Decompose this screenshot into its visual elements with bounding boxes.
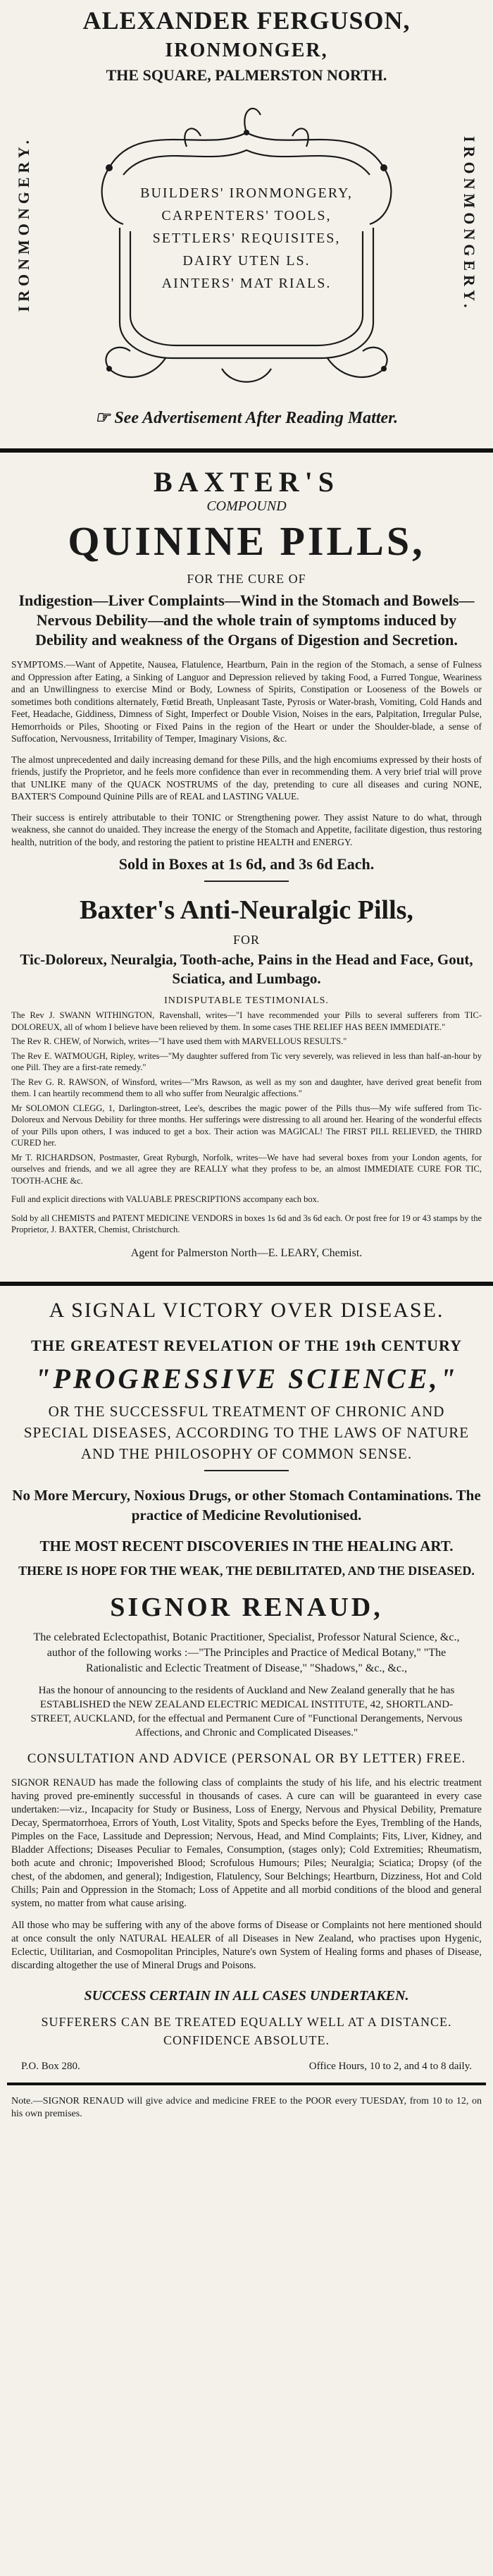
renaud-headline: A SIGNAL VICTORY OVER DISEASE.	[49, 1299, 444, 1322]
ferguson-item: BUILDERS' IRONMONGERY,	[140, 185, 353, 201]
renaud-greatest: THE GREATEST REVELATION OF THE 19th CENTURY	[31, 1337, 462, 1354]
anti-neuralgic-title: Baxter's Anti-Neuralgic Pills,	[80, 895, 413, 925]
testimonial: Mr SOLOMON CLEGG, 1, Darlington-street, Lee's, describes the magic power of the Pills thus—My wife suffered from Tic-Doloreux and Nervous Debility for three months. Her sufferings were distressing to all around her. Hearing of the wonderful effects of your Pills upon others, I was induced to get a box. Their action was MAGICAL! The FIRST PILL RELIEVED, the THIRD CURED her.	[11, 1103, 482, 1148]
baxter-name: BAXTER'S	[153, 466, 340, 498]
baxter-advertisement	[7, 458, 486, 1269]
baxter-directions: Full and explicit directions with VALUABLE PRESCRIPTIONS accompany each box.	[11, 1194, 319, 1204]
renaud-all-those: All those who may be suffering with any of the above forms of Disease or Complaints not here mentioned should at once consult the only NATURAL HEALER of all Diseases in New Zealand, who practises upon Hygenic, Eclectic, Utilitarian, and Cosmopolitan Principles, Nature's own System of Healing forms and phases of Disease, discarding altogether the use of Mineral Drugs and Poisons.	[11, 1920, 482, 1971]
testimonial: The Rev J. SWANN WITHINGTON, Ravenshall, writes—"I have recommended your Pills to several sufferers from TIC-DOLOREUX, all of whom I believe have been relieved by them. In some cases THE RELIEF HAS BEEN IMMEDIATE."	[11, 1010, 482, 1032]
ferguson-name: ALEXANDER FERGUSON,	[82, 6, 411, 35]
renaud-diseases: SIGNOR RENAUD has made the following class of complaints the study of his life, and his electric treatment having proved pre-eminently successful in thousands of cases. A cure can will be guaranteed in every case undertaken:—viz., Incapacity for Study or Business, Loss of Energy, Nervous and Physical Debility, Premature Decay, Spermatorrhoea, Errors of Youth, Lost Vitality, Spots and Specks before the Eyes, Trembling of the Hands, Pimples on the Face, Lassitude and Depression; Nervous, Head, and Mind Complaints; Fits, Liver, Kidney, and Bladder Affections; Diseases Peculiar to Females, Consumption, (stages only); Cold Extremities; Rheumatism, both acute and chronic; Impoverished Blood; Scrofulous Humours; Piles; Neuralgia; Sciatica; Dropsy (of the chest, of the abdomen, and general); Indigestion, Flatulency, Sour Belchings; Heartburn, Dizziness, Hot and Cold Chills; Pain and Oppression in the Stomach; Loss of Appetite and all morbid conditions of the blood and general system, no matter from what cause arising.	[11, 1777, 482, 1909]
ferguson-advertisement	[7, 6, 486, 443]
renaud-consultation: CONSULTATION AND ADVICE (PERSONAL OR BY LETTER) FREE.	[27, 1751, 466, 1766]
baxter-for-cure: FOR THE CURE OF	[187, 572, 306, 586]
divider	[204, 1470, 289, 1471]
renaud-po-box: P.O. Box 280.	[21, 2061, 80, 2072]
baxter-demand: The almost unprecedented and daily increasing demand for these Pills, and the high encomiums expressed by their hosts of friends, justify the Proprietor, and he feels more confidence than ever in recommending them. A very brief trial will prove that UNLIKE many of the QUACK NOSTRUMS of the day, pretending to cure all diseases and curing NONE, BAXTER'S Compound Quinine Pills are of REAL and LASTING VALUE.	[11, 754, 482, 802]
anti-indications: Tic-Doloreux, Neuralgia, Tooth-ache, Pains in the Head and Face, Gout, Sciatica, and Lumbago.	[20, 951, 473, 987]
baxter-sold-by: Sold by all CHEMISTS and PATENT MEDICINE VENDORS in boxes 1s 6d and 3s 6d each. Or post free for 19 or 43 stamps by the Proprietor, J. BAXTER, Chemist, Christchurch.	[11, 1213, 482, 1234]
ferguson-notice: ☞ See Advertisement After Reading Matter.	[94, 409, 399, 427]
baxter-indications: Indigestion—Liver Complaints—Wind in the Stomach and Bowels—Nervous Debility—and the whole train of symptoms induced by Debility and weakness of the Organs of Digestion and Secretion.	[18, 591, 475, 649]
renaud-hours: Office Hours, 10 to 2, and 4 to 8 daily.	[308, 2061, 472, 2072]
ironmongery-side-label-left: IRONMONGERY.	[15, 136, 32, 312]
anti-for: FOR	[232, 933, 260, 947]
renaud-advertisement	[7, 1290, 486, 2573]
ferguson-item: AINTERS' MAT RIALS.	[161, 276, 332, 291]
renaud-recent: THE MOST RECENT DISCOVERIES IN THE HEALING ART.	[39, 1538, 454, 1554]
ferguson-item: CARPENTERS' TOOLS,	[161, 208, 332, 223]
pointing-hand-icon: ☞	[94, 409, 111, 427]
baxter-agent: Agent for Palmerston North—E. LEARY, Chemist.	[130, 1246, 363, 1259]
testimonial: The Rev G. R. RAWSON, of Winsford, writes—"Mrs Rawson, as well as my son and daughter, have derived great benefit from them. I can heartily recommend them to all who suffer from Neuralgic affections."	[11, 1077, 482, 1098]
ferguson-item: DAIRY UTEN LS.	[182, 253, 311, 269]
renaud-progressive: "PROGRESSIVE SCIENCE,"	[35, 1363, 458, 1394]
renaud-note: Note.—SIGNOR RENAUD will give advice and medicine FREE to the POOR every TUESDAY, from 10 to 12, on his own premises.	[11, 2096, 482, 2119]
testimonial: The Rev R. CHEW, of Norwich, writes—"I have used them with MARVELLOUS RESULTS."	[11, 1036, 347, 1046]
renaud-treated: SUFFERERS CAN BE TREATED EQUALLY WELL AT A DISTANCE. CONFIDENCE ABSOLUTE.	[41, 2015, 452, 2047]
divider	[7, 2083, 486, 2085]
ironmongery-side-label-right: IRONMONGERY.	[461, 136, 478, 312]
ornamental-frame	[81, 90, 412, 393]
renaud-name: SIGNOR RENAUD,	[110, 1593, 383, 1622]
testimonial: Mr T. RICHARDSON, Postmaster, Great Ryburgh, Norfolk, writes—We have had several boxes from your London agents, for ourselves and friends, and we all agree they are REALLY what they profess to be, an almost IMMEDIATE CURE FOR TIC, TOOTH-ACHE &c.	[11, 1152, 482, 1186]
renaud-footer	[21, 2061, 472, 2073]
ferguson-item-list	[130, 182, 363, 295]
baxter-product: QUININE PILLS,	[68, 518, 425, 564]
renaud-no-mercury: No More Mercury, Noxious Drugs, or other Stomach Contaminations. The practice of Medicine Revolutionised.	[12, 1487, 481, 1523]
baxter-symptoms: SYMPTOMS.—Want of Appetite, Nausea, Flatulence, Heartburn, Pain in the region of the Stomach, a sense of Fulness and Oppression after Eating, a Sinking of Languor and Depression relieved by taking Food, a Furred Tongue, Weariness and an Unwillingness to exercise Mind or Body, Lowness of Spirits, Constipation or Looseness of the Bowels or sometimes both conditions alternately, Fœtid Breath, Unpleasant Taste, Pyrosis or Water-brash, Vomiting, Cold Hands and Feet, Headache, Giddiness, Dimness of Sight, Imperfect or Double Vision, Noises in the ears, Palpitation, Irregular Pulse, Hemorrhoids or Piles, Shooting or Fixed Pains in the region of the Heart or under the Shoulder-blade, a sense of Suffocation, Nervousness, Irritability of Temper, Imaginary Visions, &c.	[11, 659, 482, 744]
renaud-hope: THERE IS HOPE FOR THE WEAK, THE DEBILITATED, AND THE DISEASED.	[18, 1564, 475, 1578]
ferguson-trade: IRONMONGER,	[165, 39, 328, 61]
renaud-success: SUCCESS CERTAIN IN ALL CASES UNDERTAKEN.	[84, 1988, 409, 2004]
column-rule	[0, 448, 493, 453]
renaud-treatment: OR THE SUCCESSFUL TREATMENT OF CHRONIC AND SPECIAL DISEASES, ACCORDING TO THE LAWS OF NATURE AND THE PHILOSOPHY OF COMMON SENSE.	[23, 1403, 470, 1462]
divider	[204, 881, 289, 882]
baxter-sold: Sold in Boxes at 1s 6d, and 3s 6d Each.	[118, 855, 375, 873]
ferguson-item: SETTLERS' REQUISITES,	[152, 231, 341, 246]
baxter-success: Their success is entirely attributable to their TONIC or Strengthening power. They assist Nature to do what, through weakness, she cannot do unaided. They increase the energy of the Stomach and Appetite, facilitate digestion, thus restoring health, nutrition of the body, and restoring the patient to pristine HEALTH and ENERGY.	[11, 811, 482, 847]
renaud-honour: Has the honour of announcing to the residents of Auckland and New Zealand generally that he has ESTABLISHED the NEW ZEALAND ELECTRIC MEDICAL INSTITUTE, 42, SHORTLAND-STREET, AUCKLAND, for the effectual and Permanent Cure of "Functional Derangements, Nervous Affections, and Chronic and Complicated Diseases."	[30, 1685, 463, 1738]
renaud-intro: The celebrated Eclectopathist, Botanic Practitioner, Specialist, Professor Natural Science, &c., author of the following works :—"The Principles and Practice of Medical Botany," "The Rationalistic and Eclectic Treatment of Disease," "Shadows," &c., &c.,	[33, 1631, 460, 1674]
ferguson-address: THE SQUARE, PALMERSTON NORTH.	[106, 66, 387, 84]
baxter-compound: COMPOUND	[206, 498, 287, 514]
testimonial: The Rev E. WATMOUGH, Ripley, writes—"My daughter suffered from Tic very severely, was relieved in less than half-an-hour by one Pill. They are a first-rate remedy."	[11, 1050, 482, 1072]
testimonials-heading: INDISPUTABLE TESTIMONIALS.	[164, 995, 329, 1006]
column-rule	[0, 1282, 493, 1286]
